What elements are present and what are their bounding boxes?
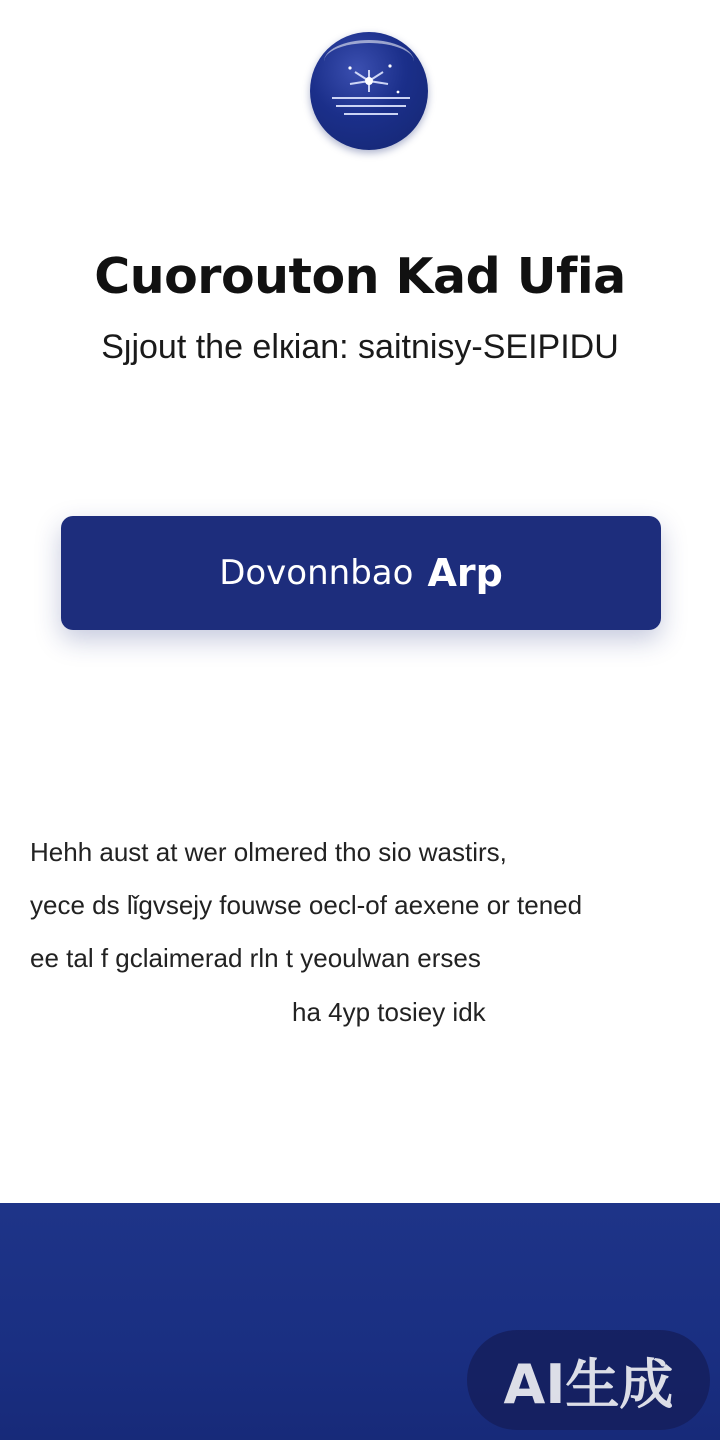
ai-generated-watermark: AI生成 xyxy=(467,1330,710,1430)
description-line: ee tal f gclaimerad rln t yeoulwan erses xyxy=(30,943,481,973)
app-label: Arp xyxy=(427,551,503,595)
fireworks-globe-icon xyxy=(310,32,428,150)
policy-link[interactable]: ha 4yp tosiey idk xyxy=(292,997,486,1027)
download-label: Dovonnbao xyxy=(219,553,414,593)
description-line: yece ds lǐgvsejy fouwse oecl-of aexene or tened xyxy=(30,890,583,920)
page-subtitle: Sȷjout the elкian: saitnisy-SEIPIDU xyxy=(101,328,619,366)
download-app-button[interactable] xyxy=(61,516,661,630)
description-text xyxy=(30,826,690,1027)
app-logo xyxy=(310,32,428,150)
page-title: Cuorouton Kad Ufia xyxy=(94,248,626,305)
description-line: Hehh aust at wer olmered tho sio wastirs, xyxy=(30,837,507,867)
